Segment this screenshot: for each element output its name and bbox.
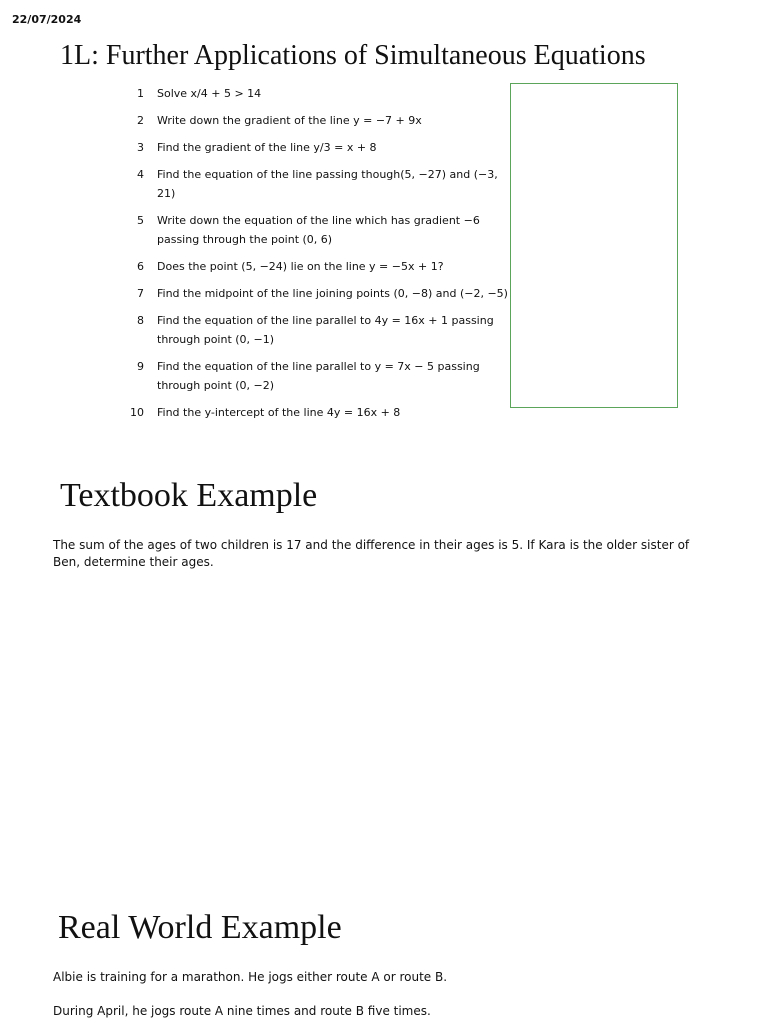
question-number: 1 xyxy=(137,87,144,100)
question-text: Find the y-intercept of the line 4y = 16x + 8 xyxy=(157,406,401,419)
question-item xyxy=(122,311,512,349)
question-text: Write down the gradient of the line y = −7 + 9x xyxy=(157,114,422,127)
textbook-example-heading: Textbook Example xyxy=(60,477,318,514)
textbook-example-text: The sum of the ages of two children is 17 and the difference in their ages is 5. If Kara is the older sister of Ben, determine their ages. xyxy=(53,538,690,569)
question-text: Write down the equation of the line which has gradient −6 passing through the point (0, 6) xyxy=(157,214,480,246)
question-item xyxy=(122,165,512,203)
question-number: 4 xyxy=(137,168,144,181)
question-number: 3 xyxy=(137,141,144,154)
question-text: Solve x/4 + 5 > 14 xyxy=(157,87,262,100)
question-number: 9 xyxy=(137,360,144,373)
question-item xyxy=(122,284,512,303)
question-number: 6 xyxy=(137,260,144,273)
question-item xyxy=(122,257,512,276)
question-text: Does the point (5, −24) lie on the line y = −5x + 1? xyxy=(157,260,444,273)
date-label: 22/07/2024 xyxy=(12,13,82,26)
question-text: Find the gradient of the line y/3 = x + 8 xyxy=(157,141,377,154)
question-item xyxy=(122,84,512,103)
question-number: 2 xyxy=(137,114,144,127)
question-text: Find the equation of the line parallel to y = 7x − 5 passing through point (0, −2) xyxy=(157,360,480,392)
question-item xyxy=(122,403,512,422)
question-number: 10 xyxy=(130,406,144,419)
question-text: Find the equation of the line parallel to 4y = 16x + 1 passing through point (0, −1) xyxy=(157,314,494,346)
question-item xyxy=(122,111,512,130)
real-world-example-heading: Real World Example xyxy=(58,909,342,946)
question-item xyxy=(122,138,512,157)
real-world-example-p1: Albie is training for a marathon. He jogs either route A or route B. xyxy=(53,970,448,984)
question-item xyxy=(122,357,512,395)
question-number: 8 xyxy=(137,314,144,327)
question-list xyxy=(122,84,512,430)
real-world-example-p2: During April, he jogs route A nine times and route B five times. xyxy=(53,1004,431,1018)
question-text: Find the equation of the line passing though(5, −27) and (−3, 21) xyxy=(157,168,498,200)
question-number: 5 xyxy=(137,214,144,227)
question-text: Find the midpoint of the line joining points (0, −8) and (−2, −5) xyxy=(157,287,508,300)
lesson-title: 1L: Further Applications of Simultaneous Equations xyxy=(60,40,646,71)
question-item xyxy=(122,211,512,249)
question-number: 7 xyxy=(137,287,144,300)
answer-box xyxy=(510,83,678,408)
